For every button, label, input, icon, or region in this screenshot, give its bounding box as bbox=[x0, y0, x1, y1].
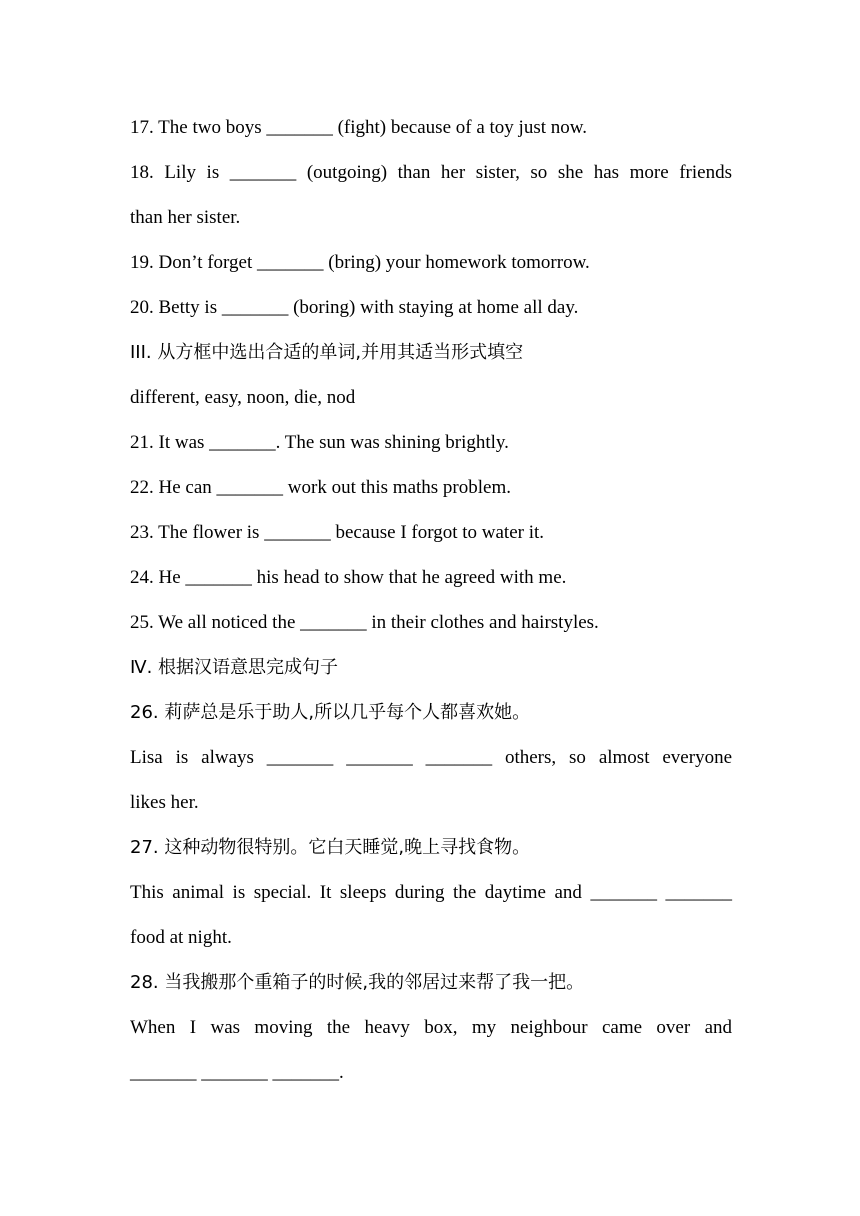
question-28-chinese: 28. 当我搬那个重箱子的时候,我的邻居过来帮了我一把。 bbox=[130, 972, 585, 993]
question-26-english-line-2: likes her. bbox=[130, 792, 199, 813]
question-23: 23. The flower is _______ because I forgot to water it. bbox=[130, 522, 545, 543]
question-26-english-line-1: Lisa is always _______ _______ _______ others, so almost everyone bbox=[130, 747, 732, 768]
word-box: different, easy, noon, die, nod bbox=[130, 387, 356, 408]
question-17: 17. The two boys _______ (fight) because of a toy just now. bbox=[130, 117, 587, 138]
question-24: 24. He _______ his head to show that he agreed with me. bbox=[130, 567, 567, 588]
question-27-english-line-1: This animal is special. It sleeps during the daytime and _______ _______ bbox=[130, 882, 732, 903]
question-25: 25. We all noticed the _______ in their clothes and hairstyles. bbox=[130, 612, 599, 633]
section-iv-heading: Ⅳ. 根据汉语意思完成句子 bbox=[130, 657, 339, 678]
question-21: 21. It was _______. The sun was shining brightly. bbox=[130, 432, 509, 453]
question-18-line-2: than her sister. bbox=[130, 207, 241, 228]
question-27-english-line-2: food at night. bbox=[130, 927, 232, 948]
question-26-chinese: 26. 莉萨总是乐于助人,所以几乎每个人都喜欢她。 bbox=[130, 702, 531, 723]
question-20: 20. Betty is _______ (boring) with staying at home all day. bbox=[130, 297, 579, 318]
question-28-english-line-2: _______ _______ _______. bbox=[130, 1062, 344, 1083]
question-19: 19. Don’t forget _______ (bring) your homework tomorrow. bbox=[130, 252, 590, 273]
question-27-chinese: 27. 这种动物很特别。它白天睡觉,晚上寻找食物。 bbox=[130, 837, 531, 858]
question-18-line-1: 18. Lily is _______ (outgoing) than her sister, so she has more friends bbox=[130, 162, 732, 183]
question-22: 22. He can _______ work out this maths problem. bbox=[130, 477, 512, 498]
section-iii-heading: III. 从方框中选出合适的单词,并用其适当形式填空 bbox=[130, 342, 524, 363]
worksheet-content bbox=[130, 114, 732, 1104]
question-28-english-line-1: When I was moving the heavy box, my neighbour came over and bbox=[130, 1017, 732, 1038]
